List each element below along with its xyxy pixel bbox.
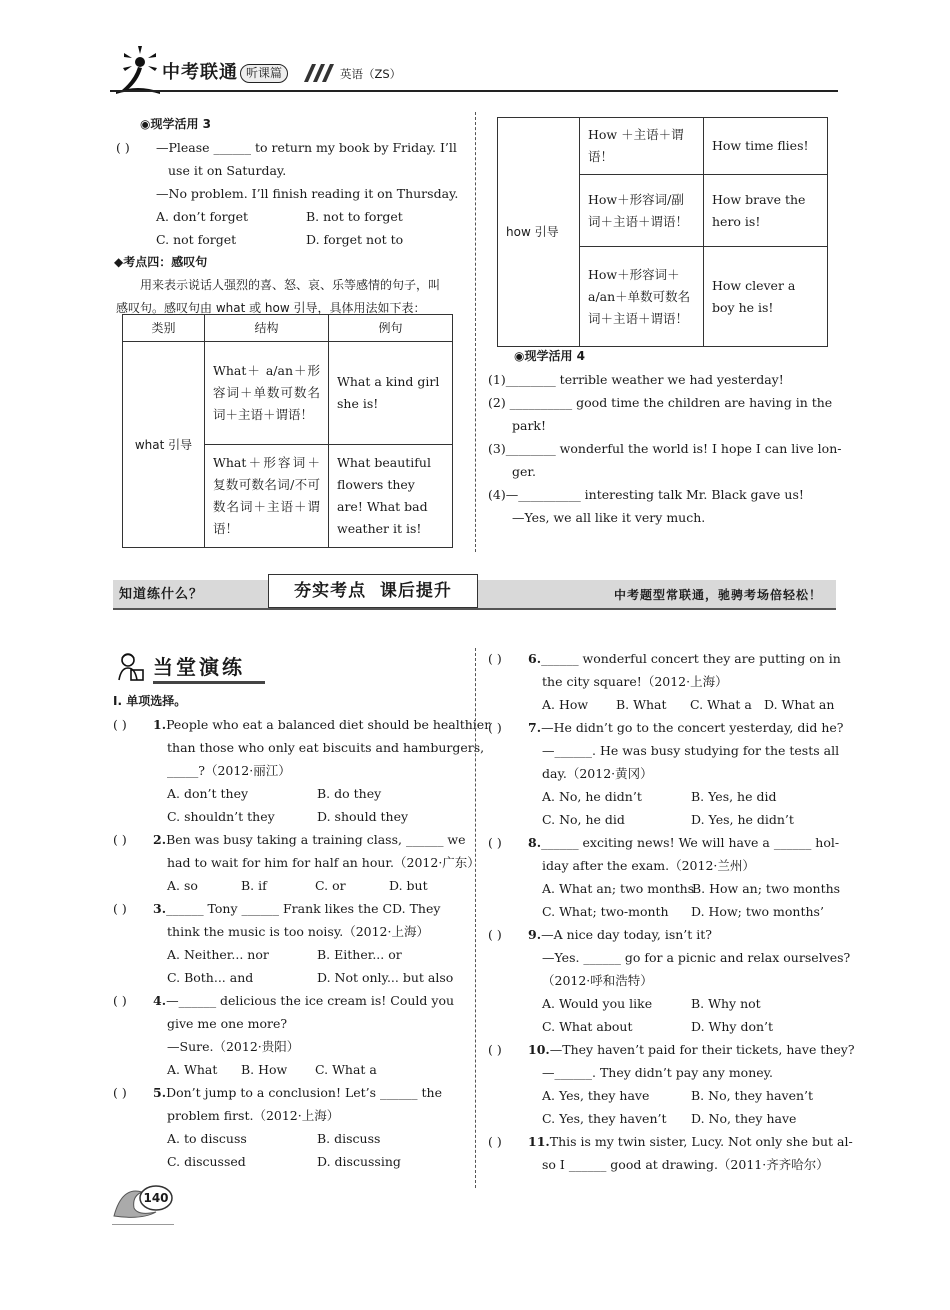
practice3-q-line2: use it on Saturday. (168, 163, 287, 178)
options-row (488, 877, 840, 900)
question-text: than those who only eat biscuits and hamburgers, (167, 740, 485, 755)
questions-right-column (488, 647, 855, 1176)
subject-label: 英语（ZS） (340, 67, 402, 81)
answer-option[interactable]: A. No, he didn’t (542, 789, 642, 804)
question-text: —Sure.（2012·贵阳） (167, 1039, 300, 1054)
section-badge: 听课篇 (240, 64, 288, 83)
options-row (113, 1058, 468, 1081)
answer-option[interactable]: B. do they (317, 786, 382, 801)
answer-option[interactable]: C. Yes, they haven’t (542, 1111, 667, 1126)
structure-cell: How＋形容词＋a/an＋单数可数名词＋主语＋谓语！ (580, 247, 704, 347)
question-line (113, 897, 468, 920)
question-text: This is my twin sister, Lucy. Not only she but al- (549, 1134, 853, 1149)
exercise-title: 当堂演练 (153, 655, 245, 679)
practice4-q2a[interactable]: (2) __________ good time the children are having in the (488, 395, 833, 410)
column-divider-top (475, 112, 476, 552)
question-text: People who eat a balanced diet should be healthier (166, 717, 491, 732)
options-row (488, 785, 840, 808)
answer-option[interactable]: B. No, they haven’t (691, 1088, 814, 1103)
options-row (113, 1150, 468, 1173)
banner-center: 夯实考点 课后提升 (268, 574, 478, 608)
question-line (488, 1130, 853, 1153)
question-number: 10. (528, 1042, 550, 1057)
answer-option[interactable]: B. What (616, 697, 667, 712)
practice3-q-line3: —No problem. I’ll finish reading it on Thursday. (156, 186, 459, 201)
table-header-row (123, 315, 453, 342)
question-item (113, 713, 491, 828)
question-text: Don’t jump to a conclusion! Let’s ______ the (166, 1085, 442, 1100)
point4-title: ◆考点四：感叹句 (114, 255, 208, 269)
answer-option[interactable]: A. How (542, 697, 589, 712)
answer-option[interactable]: C. No, he did (542, 812, 625, 827)
point4-intro-line1: 用来表示说话人强烈的喜、怒、哀、乐等感情的句子，叫 (140, 278, 441, 292)
answer-paren[interactable]: ( ) (488, 651, 502, 666)
question-text: problem first.（2012·上海） (167, 1108, 340, 1123)
question-number: 4. (153, 993, 167, 1008)
question-item (488, 923, 851, 1038)
question-item (113, 828, 480, 897)
question-item (488, 647, 840, 716)
question-text: _____?（2012·丽江） (167, 763, 291, 778)
answer-option[interactable]: C. discussed (167, 1154, 246, 1169)
question-line (488, 923, 840, 946)
title-underline (153, 681, 265, 684)
option-c[interactable]: C. not forget (156, 232, 237, 247)
answer-paren[interactable]: ( ) (113, 901, 127, 916)
practice4-q2b: park! (512, 418, 547, 433)
answer-option[interactable]: B. if (241, 878, 267, 893)
exercise-header (113, 650, 273, 686)
banner-right: 中考题型常联通，驰骋考场倍轻松！ (613, 588, 822, 602)
answer-option[interactable]: D. Not only... but also (317, 970, 454, 985)
section-heading: Ⅰ. 单项选择。 (113, 694, 187, 708)
logo-text: 中考联通 (162, 62, 238, 83)
question-text: iday after the exam.（2012·兰州） (542, 858, 755, 873)
student-icon (113, 650, 147, 684)
answer-option[interactable]: A. Neither... nor (167, 947, 269, 962)
answer-paren[interactable]: ( ) (116, 140, 130, 155)
options-row (488, 1015, 840, 1038)
question-item (113, 897, 468, 989)
answer-paren[interactable]: ( ) (113, 993, 127, 1008)
options-row (113, 874, 468, 897)
answer-paren[interactable]: ( ) (113, 832, 127, 847)
answer-option[interactable]: C. What a (690, 697, 752, 712)
stripe-decoration (298, 64, 334, 82)
practice4-block (488, 345, 840, 529)
answer-option[interactable]: D. should they (317, 809, 409, 824)
question-text: give me one more? (167, 1016, 288, 1031)
example-cell: How brave the hero is! (704, 175, 828, 247)
structure-cell: What＋ a/an＋形容词＋单数可数名词＋主语＋谓语！ (205, 342, 329, 445)
answer-paren[interactable]: ( ) (488, 1042, 502, 1057)
options-row (488, 808, 840, 831)
question-text: so I ______ good at drawing.（2011·齐齐哈尔） (542, 1157, 829, 1172)
answer-option[interactable]: B. How an; two months (692, 881, 841, 896)
answer-paren[interactable]: ( ) (488, 1134, 502, 1149)
answer-paren[interactable]: ( ) (113, 717, 127, 732)
answer-option[interactable]: C. What about (542, 1019, 633, 1034)
options-row (488, 900, 840, 923)
footer (112, 1182, 192, 1222)
example-cell: How clever a boy he is! (704, 247, 828, 347)
answer-option[interactable]: C. Both... and (167, 970, 254, 985)
answer-option[interactable]: B. Why not (691, 996, 761, 1011)
practice4-q4a[interactable]: (4)—__________ interesting talk Mr. Black gave us! (488, 487, 804, 502)
question-number: 2. (153, 832, 167, 847)
structure-cell: How＋形容词/副词＋主语＋谓语！ (580, 175, 704, 247)
option-d[interactable]: D. forget not to (306, 232, 404, 247)
answer-option[interactable]: A. don’t they (167, 786, 249, 801)
question-line (488, 716, 844, 739)
options-row (488, 1107, 840, 1130)
option-b[interactable]: B. not to forget (306, 209, 403, 224)
question-text: —______ delicious the ice cream is! Could you (166, 993, 455, 1008)
question-number: 3. (153, 901, 167, 916)
answer-option[interactable]: D. but (389, 878, 428, 893)
question-text: ______ exciting news! We will have a ______ hol- (541, 835, 840, 850)
table-row (498, 118, 828, 175)
question-line (488, 647, 840, 670)
practice3-q-line1: ( ) —Please ______ to return my book by Friday. I’ll (116, 136, 466, 159)
table-row (123, 342, 453, 445)
structure-cell: What＋形容词＋复数可数名词/不可数名词＋主语＋谓语！ (205, 445, 329, 548)
question-number: 11. (528, 1134, 550, 1149)
practice3-options-row2 (116, 228, 466, 251)
question-text: —A nice day today, isn’t it? (541, 927, 712, 942)
options-row (113, 782, 468, 805)
header-category: 类别 (123, 315, 205, 342)
answer-option[interactable]: C. or (315, 878, 346, 893)
options-row (113, 1127, 468, 1150)
footer-rule (112, 1224, 174, 1225)
question-text: ______ wonderful concert they are putting on in (541, 651, 841, 666)
options-row (488, 693, 840, 716)
practice3-block (116, 113, 466, 320)
answer-paren[interactable]: ( ) (488, 720, 502, 735)
question-text: —______. They didn’t pay any money. (542, 1065, 774, 1080)
question-line (113, 828, 468, 851)
question-line (488, 831, 840, 854)
options-row (113, 943, 468, 966)
answer-option[interactable]: D. discussing (317, 1154, 401, 1169)
options-row (488, 992, 840, 1015)
option-a[interactable]: A. don’t forget (156, 209, 249, 224)
answer-option[interactable]: C. shouldn’t they (167, 809, 275, 824)
question-item (488, 1130, 853, 1176)
question-line (488, 1038, 855, 1061)
question-text: had to wait for him for half an hour.（2012·广东） (167, 855, 480, 870)
practice3-options-row1 (116, 205, 466, 228)
answer-paren[interactable]: ( ) (488, 835, 502, 850)
point4-intro-line2: 感叹句。感叹句由 what 或 how 引导，具体用法如下表： (116, 301, 426, 315)
answer-option[interactable]: D. Why don’t (691, 1019, 774, 1034)
answer-option[interactable]: A. What (167, 1062, 218, 1077)
question-number: 9. (528, 927, 542, 942)
questions-left-column (113, 690, 491, 1173)
question-item (113, 1081, 468, 1173)
practice4-q4b: —Yes, we all like it very much. (512, 510, 706, 525)
question-item (113, 989, 468, 1081)
question-text: ______ Tony ______ Frank likes the CD. They (166, 901, 441, 916)
question-text: —He didn’t go to the concert yesterday, did he? (541, 720, 844, 735)
questions-right (488, 647, 855, 1176)
question-number: 7. (528, 720, 542, 735)
example-cell: What beautiful flowers they are! What bad weather it is! (329, 445, 453, 548)
answer-option[interactable]: A. to discuss (167, 1131, 247, 1146)
answer-option[interactable]: D. Yes, he didn’t (691, 812, 794, 827)
practice4-q1[interactable]: (1)________ terrible weather we had yesterday! (488, 372, 784, 387)
question-line (113, 713, 491, 736)
logo-tree-icon (112, 44, 164, 96)
section-banner (113, 580, 836, 610)
answer-option[interactable]: D. What an (764, 697, 835, 712)
category-cell: what 引导 (123, 342, 205, 548)
answer-option[interactable]: B. Either... or (317, 947, 402, 962)
options-row (113, 966, 468, 989)
options-row (488, 1084, 840, 1107)
question-text: the city square!（2012·上海） (542, 674, 728, 689)
answer-option[interactable]: C. What; two-month (542, 904, 669, 919)
grammar-table-what (122, 314, 453, 548)
answer-option[interactable]: B. discuss (317, 1131, 381, 1146)
answer-option[interactable]: D. How; two months’ (691, 904, 824, 919)
question-text: —They haven’t paid for their tickets, have they? (549, 1042, 855, 1057)
practice3-title: ◉现学活用 3 (140, 117, 211, 131)
header-rule (110, 90, 838, 92)
banner-left: 知道练什么？ (119, 587, 204, 602)
question-text: —______. He was busy studying for the tests all (542, 743, 840, 758)
question-item (488, 831, 840, 923)
answer-option[interactable]: B. Yes, he did (691, 789, 777, 804)
example-cell: How time flies! (704, 118, 828, 175)
practice4-title: ◉现学活用 4 (514, 349, 585, 363)
answer-option[interactable]: A. Would you like (542, 996, 653, 1011)
question-item (488, 716, 844, 831)
page-number: 140 (143, 1191, 169, 1205)
category-cell: how 引导 (498, 118, 580, 347)
question-item (488, 1038, 855, 1130)
question-number: 8. (528, 835, 542, 850)
question-number: 6. (528, 651, 542, 666)
practice4-q3a[interactable]: (3)________ wonderful the world is! I hope I can live lon- (488, 441, 842, 456)
answer-option[interactable]: A. What an; two months (542, 881, 695, 896)
question-text: —Yes. ______ go for a picnic and relax ourselves? (542, 950, 851, 965)
question-text: think the music is too noisy.（2012·上海） (167, 924, 429, 939)
question-text: Ben was busy taking a training class, ______ we (166, 832, 466, 847)
example-cell: What a kind girl she is! (329, 342, 453, 445)
questions-left (113, 713, 491, 1173)
answer-paren[interactable]: ( ) (113, 1085, 127, 1100)
header-example: 例句 (329, 315, 453, 342)
answer-option[interactable]: A. Yes, they have (542, 1088, 650, 1103)
question-number: 1. (153, 717, 167, 732)
answer-option[interactable]: B. How (241, 1062, 288, 1077)
practice4-q3b: ger. (512, 464, 536, 479)
column-divider-bottom (475, 648, 476, 1188)
answer-option[interactable]: D. No, they have (691, 1111, 797, 1126)
question-text: day.（2012·黄冈） (542, 766, 653, 781)
answer-option[interactable]: C. What a (315, 1062, 377, 1077)
question-text: （2012·呼和浩特） (542, 973, 653, 988)
question-number: 5. (153, 1085, 167, 1100)
structure-cell: How ＋主语＋谓语！ (580, 118, 704, 175)
question-line (113, 989, 468, 1012)
header (110, 40, 838, 98)
answer-paren[interactable]: ( ) (488, 927, 502, 942)
grammar-table-how (497, 117, 828, 347)
options-row (113, 805, 468, 828)
header-structure: 结构 (205, 315, 329, 342)
answer-option[interactable]: A. so (167, 878, 198, 893)
question-line (113, 1081, 468, 1104)
